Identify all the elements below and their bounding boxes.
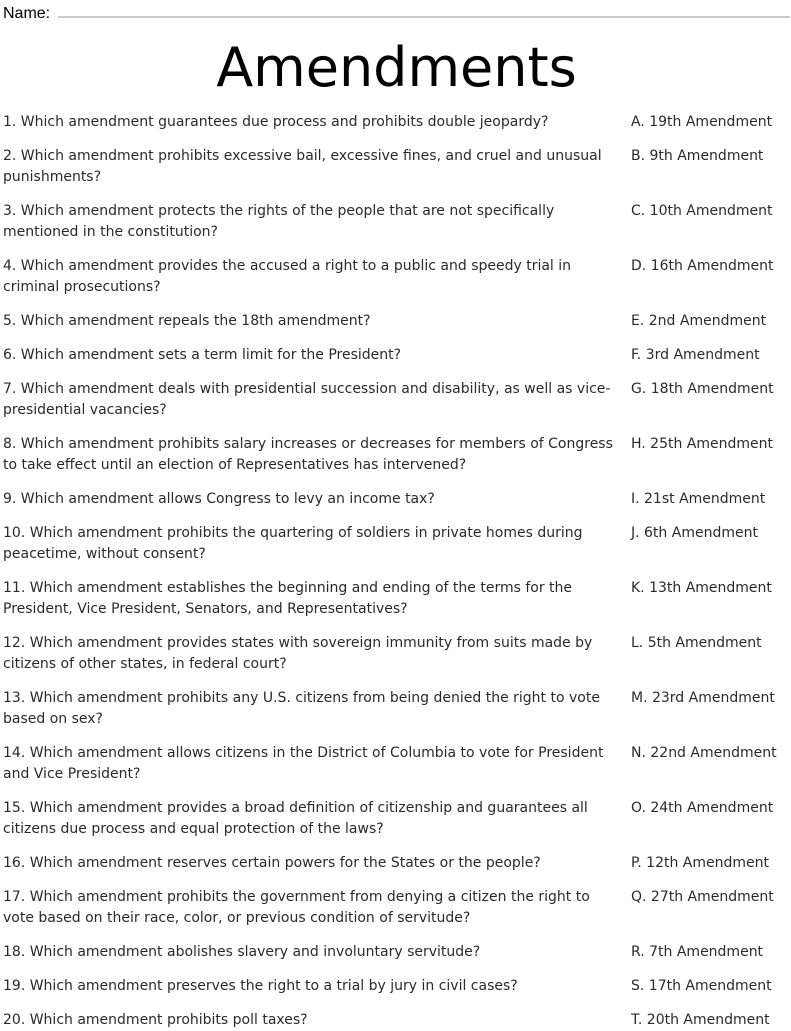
question-row	[3, 853, 790, 874]
question-text: 18. Which amendment abolishes slavery and involuntary servitude?	[3, 944, 481, 960]
question-text: 13. Which amendment prohibits any U.S. citizens from being denied the right to vote based on sex?	[3, 690, 600, 727]
question-text: 12. Which amendment provides states with sovereign immunity from suits made by citizens of other states, in federal court?	[3, 635, 593, 672]
question-row	[3, 112, 790, 133]
answer-option: Q. 27th Amendment	[631, 889, 774, 905]
page-title: Amendments	[216, 36, 577, 99]
answer-option: F. 3rd Amendment	[631, 347, 760, 363]
answer-option: H. 25th Amendment	[631, 436, 774, 452]
answer-option: P. 12th Amendment	[631, 855, 769, 871]
question-row	[3, 633, 790, 675]
question-text: 9. Which amendment allows Congress to levy an income tax?	[3, 491, 435, 507]
question-row	[3, 434, 790, 476]
answer-option: T. 20th Amendment	[631, 1012, 770, 1028]
question-text: 6. Which amendment sets a term limit for the President?	[3, 347, 402, 363]
name-row	[3, 2, 790, 22]
answer-option: E. 2nd Amendment	[631, 313, 767, 329]
question-row	[3, 887, 790, 929]
question-list	[3, 112, 790, 1031]
answer-option: G. 18th Amendment	[631, 381, 774, 397]
answer-option: I. 21st Amendment	[631, 491, 766, 507]
question-row	[3, 146, 790, 188]
question-text: 2. Which amendment prohibits excessive bail, excessive fines, and cruel and unusual punishments?	[3, 148, 602, 185]
question-row	[3, 688, 790, 730]
answer-option: B. 9th Amendment	[631, 148, 764, 164]
answer-option: D. 16th Amendment	[631, 258, 774, 274]
question-text: 19. Which amendment preserves the right to a trial by jury in civil cases?	[3, 978, 518, 994]
answer-option: R. 7th Amendment	[631, 944, 764, 960]
question-text: 15. Which amendment provides a broad definition of citizenship and guarantees all citizens due process and equal protection of the laws?	[3, 800, 588, 837]
answer-option: L. 5th Amendment	[631, 635, 762, 651]
answer-option: N. 22nd Amendment	[631, 745, 777, 761]
question-text: 17. Which amendment prohibits the government from denying a citizen the right to vote based on their race, color, or previous condition of servitude?	[3, 889, 590, 926]
question-text: 4. Which amendment provides the accused a right to a public and speedy trial in criminal prosecutions?	[3, 258, 572, 295]
question-text: 5. Which amendment repeals the 18th amendment?	[3, 313, 371, 329]
question-row	[3, 489, 790, 510]
answer-option: S. 17th Amendment	[631, 978, 772, 994]
question-row	[3, 798, 790, 840]
question-row	[3, 976, 790, 997]
question-row	[3, 256, 790, 298]
answer-option: J. 6th Amendment	[631, 525, 758, 541]
name-blank-line	[58, 2, 790, 18]
question-row	[3, 1010, 790, 1031]
question-text: 11. Which amendment establishes the beginning and ending of the terms for the President, Vice President, Senators, and Representatives?	[3, 580, 573, 617]
question-row	[3, 345, 790, 366]
answer-option: M. 23rd Amendment	[631, 690, 775, 706]
question-text: 1. Which amendment guarantees due process and prohibits double jeopardy?	[3, 114, 549, 130]
question-text: 20. Which amendment prohibits poll taxes?	[3, 1012, 308, 1028]
answer-option: C. 10th Amendment	[631, 203, 773, 219]
question-text: 14. Which amendment allows citizens in the District of Columbia to vote for President and Vice President?	[3, 745, 604, 782]
question-row	[3, 942, 790, 963]
question-text: 10. Which amendment prohibits the quartering of soldiers in private homes during peacetime, without consent?	[3, 525, 583, 562]
question-row	[3, 201, 790, 243]
question-row	[3, 379, 790, 421]
question-text: 16. Which amendment reserves certain powers for the States or the people?	[3, 855, 541, 871]
question-row	[3, 523, 790, 565]
name-label: Name:	[3, 5, 51, 22]
question-text: 3. Which amendment protects the rights of the people that are not specifically mentioned in the constitution?	[3, 203, 555, 240]
question-row	[3, 578, 790, 620]
answer-option: K. 13th Amendment	[631, 580, 772, 596]
question-row	[3, 311, 790, 332]
answer-option: O. 24th Amendment	[631, 800, 774, 816]
answer-option: A. 19th Amendment	[631, 114, 773, 130]
question-row	[3, 743, 790, 785]
question-text: 8. Which amendment prohibits salary increases or decreases for members of Congress to take effect until an election of Representatives has intervened?	[3, 436, 613, 473]
question-text: 7. Which amendment deals with presidential succession and disability, as well as vice-presidential vacancies?	[3, 381, 611, 418]
